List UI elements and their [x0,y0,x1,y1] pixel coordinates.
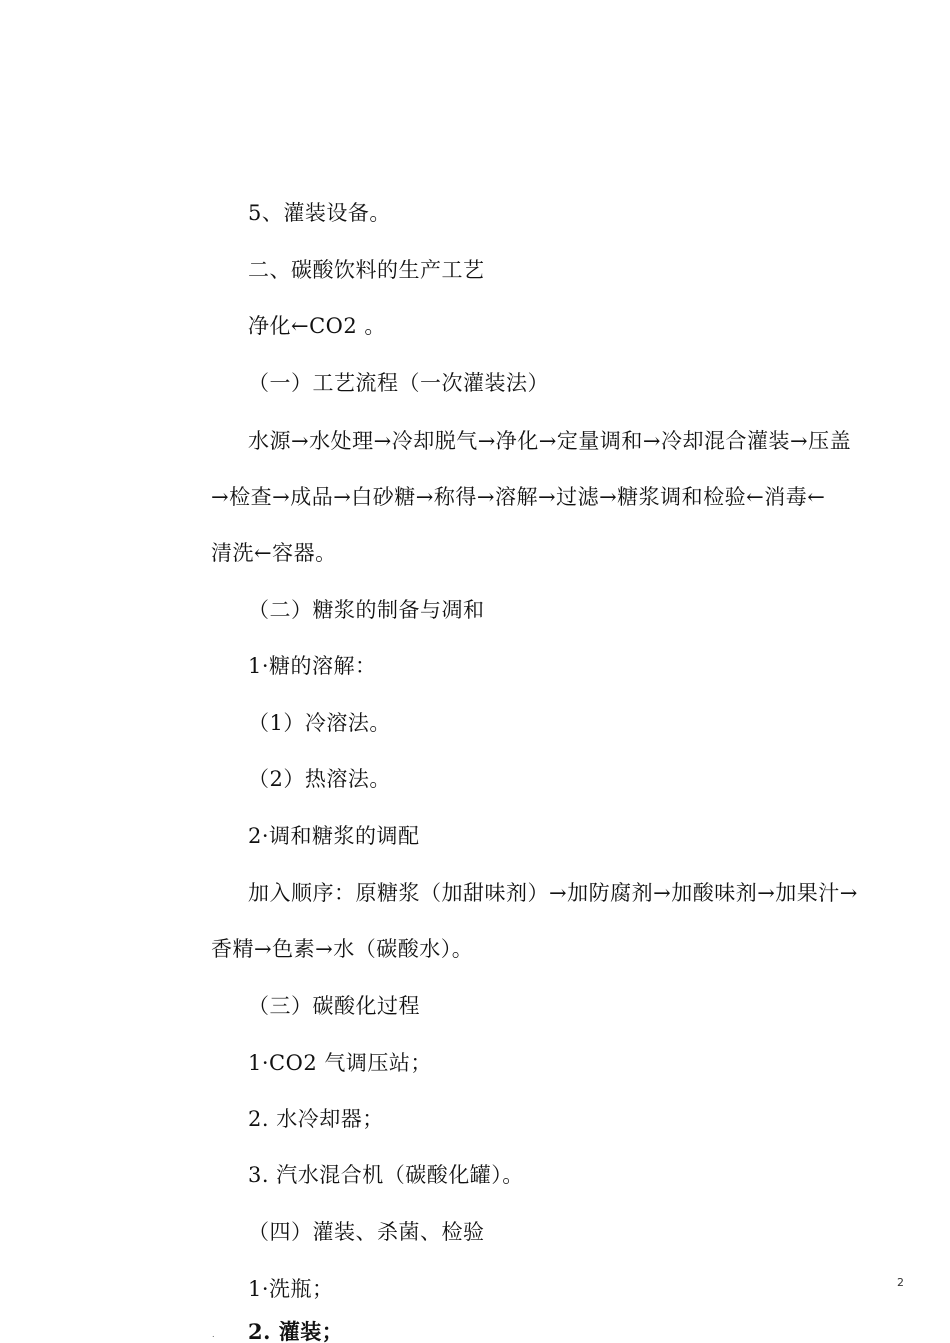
process-flow-line: →检查→成品→白砂糖→称得→溶解→过滤→糖浆调和检验←消毒← [211,485,826,509]
list-item: 2. 灌装； [248,1319,344,1343]
process-flow-line: 清洗←容器。 [211,541,337,565]
text-line: 加入顺序：原糖浆（加甜味剂）→加防腐剂→加酸味剂→加果汁→ [248,881,858,905]
clipped-line-area [0,1318,950,1343]
text-line: 净化←CO2 。 [248,314,386,338]
list-item: 1·糖的溶解： [248,654,377,678]
subsection-heading: （一）工艺流程（一次灌装法） [248,371,549,395]
list-item: 1·CO2 气调压站； [248,1051,432,1075]
footer-mark: . [212,1330,215,1339]
list-item: （2）热溶法。 [248,767,391,791]
list-item: 1·洗瓶； [248,1277,334,1301]
subsection-heading: （三）碳酸化过程 [248,994,420,1018]
list-item: 3. 汽水混合机（碳酸化罐）。 [248,1163,524,1187]
subsection-heading: （四）灌装、杀菌、检验 [248,1220,485,1244]
list-item: 2·调和糖浆的调配 [248,824,420,848]
process-flow-line: 水源→水处理→冷却脱气→净化→定量调和→冷却混合灌装→压盖 [248,429,852,453]
text-line: 5、灌装设备。 [248,201,391,225]
page-number: 2 [897,1276,904,1289]
section-heading: 二、碳酸饮料的生产工艺 [248,258,485,282]
subsection-heading: （二）糖浆的制备与凋和 [248,598,485,622]
list-item: 2. 水冷却器； [248,1107,384,1131]
text-line: 香精→色素→水（碳酸水）。 [211,937,474,961]
list-item: （1）冷溶法。 [248,711,391,735]
